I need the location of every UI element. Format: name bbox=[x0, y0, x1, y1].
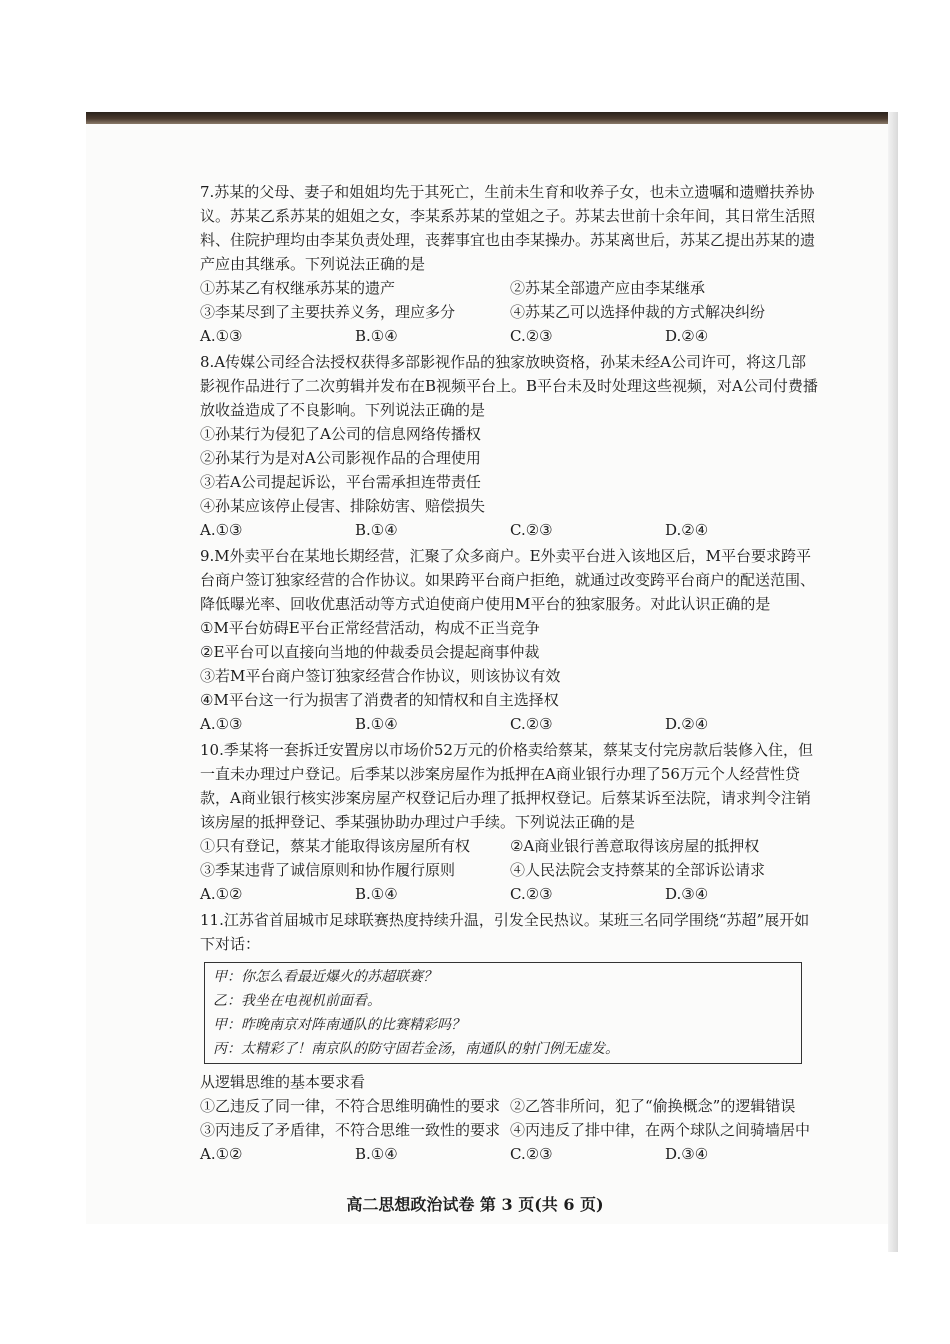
question-7-text: 7.苏某的父母、妻子和姐姐均先于其死亡，生前未生育和收养子女，也未立遗嘱和遗赠扶养协议。苏某乙系苏某的姐姐之女，李某系苏某的堂姐之子。苏某去世前十余年间，其日常生活照料、住院护理均由李某负责处理，丧葬事宜也由李某操办。苏某离世后，苏某乙提出苏某的遗产应由其继承。下列说法正确的是 bbox=[200, 183, 816, 273]
option-2: ②A商业银行善意取得该房屋的抵押权 bbox=[510, 837, 760, 855]
option-2: ②E平台可以直接向当地的仲裁委员会提起商事仲裁 bbox=[200, 643, 540, 661]
choice-a: A.①③ bbox=[200, 327, 243, 345]
option-1: ①只有登记，蔡某才能取得该房屋所有权 bbox=[200, 837, 471, 855]
question-7 bbox=[200, 180, 820, 348]
choice-c: C.②③ bbox=[510, 521, 553, 539]
question-8-text: 8.A传媒公司经合法授权获得多部影视作品的独家放映资格，孙某未经A公司许可，将这几部影视作品进行了二次剪辑并发布在B视频平台上。B平台未及时处理这些视频，对A公司付费播放收益造成了不良影响。下列说法正确的是 bbox=[200, 353, 818, 419]
option-1: ①乙违反了同一律，不符合思维明确性的要求 bbox=[200, 1097, 501, 1115]
option-3: ③李某尽到了主要扶养义务，理应多分 bbox=[200, 303, 456, 321]
option-row bbox=[200, 1094, 820, 1118]
dialog-line: 丙：太精彩了！南京队的防守固若金汤，南通队的射门例无虚发。 bbox=[213, 1041, 619, 1057]
option-row bbox=[200, 276, 820, 300]
choice-b: B.①④ bbox=[355, 715, 398, 733]
option-2: ②苏某全部遗产应由李某继承 bbox=[510, 279, 706, 297]
answer-choices bbox=[200, 1142, 820, 1166]
answer-choices bbox=[200, 882, 820, 906]
answer-choices bbox=[200, 712, 820, 736]
scan-edge-right bbox=[888, 112, 898, 1252]
dialog-line: 乙：我坐在电视机前面看。 bbox=[213, 993, 381, 1009]
answer-choices bbox=[200, 324, 820, 348]
option-4: ④M平台这一行为损害了消费者的知情权和自主选择权 bbox=[200, 691, 559, 709]
option-4: ④丙违反了排中律，在两个球队之间骑墙居中 bbox=[510, 1121, 811, 1139]
question-11-text: 11.江苏省首届城市足球联赛热度持续升温，引发全民热议。某班三名同学围绕“苏超”展开如下对话： bbox=[200, 911, 810, 953]
question-11 bbox=[200, 908, 820, 1166]
dialog-line: 甲：你怎么看最近爆火的苏超联赛？ bbox=[213, 969, 437, 985]
dialog-box bbox=[204, 962, 802, 1064]
choice-d: D.③④ bbox=[665, 1145, 709, 1163]
exam-content bbox=[200, 180, 820, 1168]
choice-c: C.②③ bbox=[510, 885, 553, 903]
option-3: ③若M平台商户签订独家经营合作协议，则该协议有效 bbox=[200, 667, 561, 685]
option-1: ①M平台妨碍E平台正常经营活动，构成不正当竞争 bbox=[200, 619, 540, 637]
choice-c: C.②③ bbox=[510, 715, 553, 733]
option-row bbox=[200, 1118, 820, 1142]
question-10 bbox=[200, 738, 820, 906]
choice-a: A.①③ bbox=[200, 715, 243, 733]
choice-d: D.②④ bbox=[665, 521, 709, 539]
question-9 bbox=[200, 544, 820, 736]
scan-edge-top bbox=[86, 112, 898, 124]
dialog-line: 甲：昨晚南京对阵南通队的比赛精彩吗？ bbox=[213, 1017, 465, 1033]
choice-d: D.②④ bbox=[665, 327, 709, 345]
option-2: ②孙某行为是对A公司影视作品的合理使用 bbox=[200, 449, 481, 467]
option-1: ①孙某行为侵犯了A公司的信息网络传播权 bbox=[200, 425, 481, 443]
page-footer: 高二思想政治试卷 第 3 页(共 6 页) bbox=[346, 1195, 604, 1214]
question-8 bbox=[200, 350, 820, 542]
question-10-text: 10.季某将一套拆迁安置房以市场价52万元的价格卖给蔡某，蔡某支付完房款后装修入住，但一直未办理过户登记。后季某以涉案房屋作为抵押在A商业银行办理了56万元个人经营性贷款，A商业银行核实涉案房屋产权登记后办理了抵押权登记。后蔡某诉至法院，请求判令注销该房屋的抵押登记、季某强协助办理过户手续。下列说法正确的是 bbox=[200, 741, 813, 831]
choice-a: A.①② bbox=[200, 1145, 243, 1163]
choice-c: C.②③ bbox=[510, 327, 553, 345]
option-1: ①苏某乙有权继承苏某的遗产 bbox=[200, 279, 396, 297]
choice-a: A.①③ bbox=[200, 521, 243, 539]
option-4: ④孙某应该停止侵害、排除妨害、赔偿损失 bbox=[200, 497, 486, 515]
choice-c: C.②③ bbox=[510, 1145, 553, 1163]
choice-b: B.①④ bbox=[355, 885, 398, 903]
option-3: ③若A公司提起诉讼，平台需承担连带责任 bbox=[200, 473, 481, 491]
question-9-text: 9.M外卖平台在某地长期经营，汇聚了众多商户。E外卖平台进入该地区后，M平台要求跨平台商户签订独家经营的合作协议。如果跨平台商户拒绝，就通过改变跨平台商户的配送范围、降低曝光率、回收优惠活动等方式迫使商户使用M平台的独家服务。对此认识正确的是 bbox=[200, 547, 816, 613]
choice-a: A.①② bbox=[200, 885, 243, 903]
option-row bbox=[200, 300, 820, 324]
option-3: ③季某违背了诚信原则和协作履行原则 bbox=[200, 861, 456, 879]
choice-b: B.①④ bbox=[355, 521, 398, 539]
option-2: ②乙答非所问，犯了“偷换概念”的逻辑错误 bbox=[510, 1097, 796, 1115]
option-3: ③丙违反了矛盾律，不符合思维一致性的要求 bbox=[200, 1121, 501, 1139]
option-4: ④苏某乙可以选择仲裁的方式解决纠纷 bbox=[510, 303, 766, 321]
choice-d: D.③④ bbox=[665, 885, 709, 903]
choice-b: B.①④ bbox=[355, 327, 398, 345]
question-11-lead: 从逻辑思维的基本要求看 bbox=[200, 1073, 366, 1091]
choice-d: D.②④ bbox=[665, 715, 709, 733]
option-4: ④人民法院会支持蔡某的全部诉讼请求 bbox=[510, 861, 766, 879]
option-row bbox=[200, 834, 820, 858]
choice-b: B.①④ bbox=[355, 1145, 398, 1163]
option-row bbox=[200, 858, 820, 882]
answer-choices bbox=[200, 518, 820, 542]
